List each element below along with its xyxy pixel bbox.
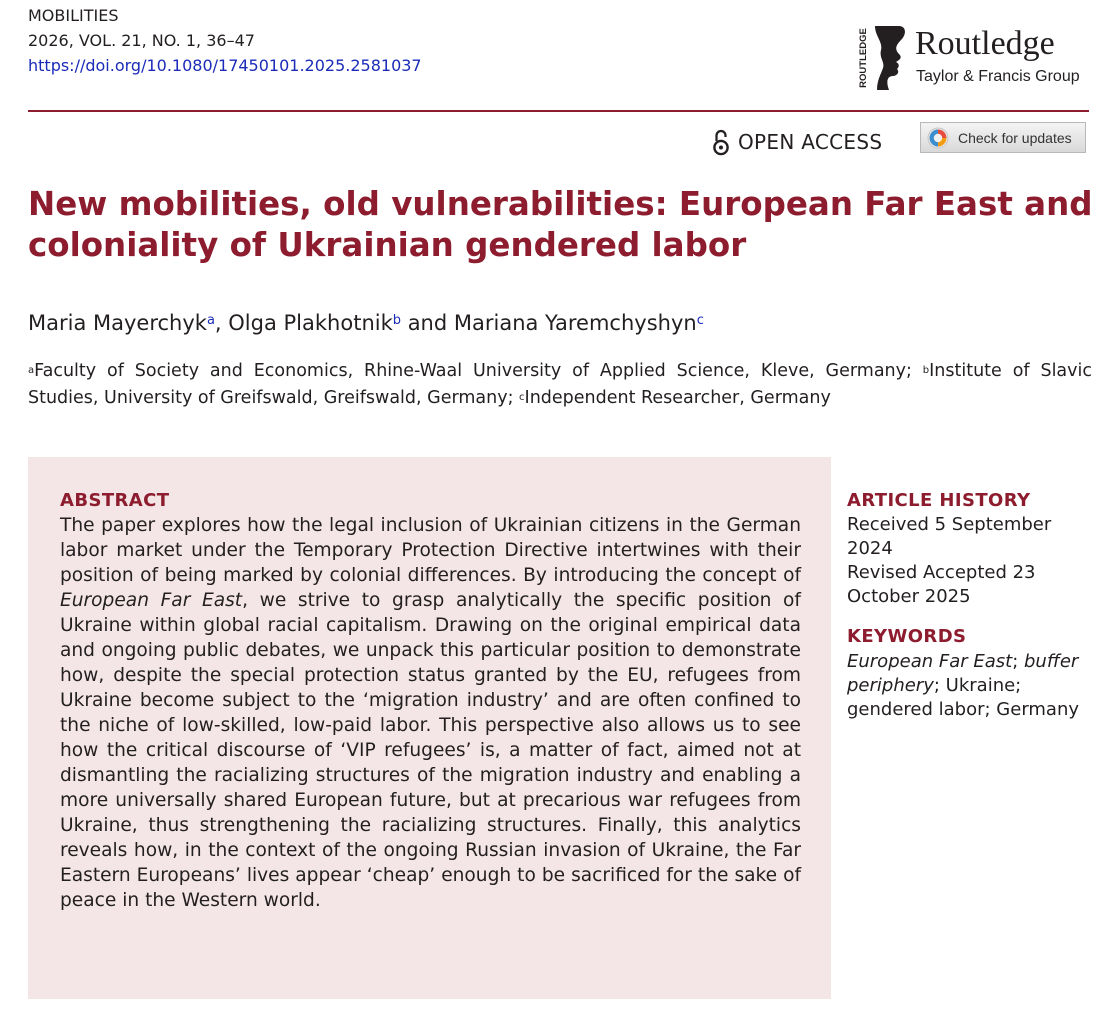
affiliation-text: Independent Researcher, Germany: [524, 388, 831, 408]
affiliation-marker: c: [519, 392, 525, 403]
header-divider: [28, 110, 1089, 112]
author-name[interactable]: Olga Plakhotnik: [228, 311, 393, 335]
abstract-text-part: , we strive to grasp analytically the specific position of Ukraine within global racial capitalism. Drawing on the original empirical data and ongoing public debates, we unpack this particular position to demonstrate how, despite the special protection status granted by the EU, refugees from Ukraine become subject to the ‘migration industry’ and are often confined to the niche of low-skilled, low-paid labor. This perspective also allows us to see how the critical discourse of ‘VIP refugees’ is, a matter of fact, aimed not at dismantling the racializing structures of the migration industry and enabling a more universally shared European future, but at precarious war refugees from Ukraine, thus strengthening the racializing structures. Finally, this analytics reveals how, in the context of the ongoing Russian invasion of Ukraine, the Far Eastern Europeans’ lives appear ‘cheap’ enough to be sacrificed for the sake of peace in the Western world.: [60, 590, 801, 911]
open-access-label: OPEN ACCESS: [738, 130, 883, 154]
journal-issue: 2026, VOL. 21, NO. 1, 36–47: [28, 31, 255, 50]
check-for-updates-label: Check for updates: [958, 129, 1072, 146]
profile-icon: [869, 24, 909, 92]
keywords-list: [847, 650, 1097, 722]
abstract-text-part: The paper explores how the legal inclusion of Ukrainian citizens in the German labor market under the Temporary Protection Directive intertwines with their position of being marked by colonial differences. By introducing the concept of: [60, 515, 801, 586]
affiliation-text: Institute of Slavic Studies, University of Greifswald, Greifswald, Germany;: [28, 361, 1092, 408]
routledge-vertical-wordmark: [855, 26, 869, 90]
affiliation-marker: a: [28, 365, 35, 376]
author-name[interactable]: Maria Mayerchyk: [28, 311, 207, 335]
author-separator: and: [401, 311, 454, 335]
affiliations: [28, 358, 1092, 412]
abstract-term-emphasis: European Far East: [60, 590, 243, 611]
article-title: New mobilities, old vulnerabilities: European Far East and coloniality of Ukrainian gendered labor: [28, 185, 1093, 264]
author-affiliation-marker: b: [392, 313, 402, 328]
author-affiliation-marker: c: [696, 313, 704, 328]
abstract-text: [60, 513, 801, 913]
journal-name: MOBILITIES: [28, 6, 119, 25]
publisher-name: Routledge: [915, 25, 1055, 62]
author-affiliation-marker: a: [206, 313, 215, 328]
open-access-badge: [712, 127, 882, 157]
article-history-accepted: Revised Accepted 23 October 2025: [847, 562, 1036, 607]
article-history-heading: ARTICLE HISTORY: [847, 490, 1031, 511]
keyword-italic: buffer periphery: [847, 651, 1079, 696]
abstract-heading: ABSTRACT: [60, 490, 170, 511]
keywords-heading: KEYWORDS: [847, 626, 967, 647]
article-history-received: Received 5 September 2024: [847, 514, 1052, 559]
affiliation-marker: b: [922, 365, 930, 376]
journal-citation: [28, 3, 422, 78]
svg-text:ROUTLEDGE: ROUTLEDGE: [858, 28, 869, 88]
open-lock-icon: [712, 128, 730, 156]
doi-link[interactable]: https://doi.org/10.1080/17450101.2025.2581037: [28, 56, 422, 75]
routledge-logo: [855, 22, 1090, 94]
crossmark-icon: [927, 127, 949, 149]
author-name[interactable]: Mariana Yaremchyshyn: [453, 311, 697, 335]
keyword-italic: European Far East: [847, 651, 1013, 672]
author-list: [28, 308, 704, 338]
publisher-group: Taylor & Francis Group: [916, 68, 1080, 85]
keyword-separator: ;: [1012, 651, 1024, 672]
author-separator: ,: [214, 311, 229, 335]
check-for-updates-button[interactable]: [920, 122, 1086, 153]
affiliation-text: Faculty of Society and Economics, Rhine-Waal University of Applied Science, Kleve, Germany;: [34, 361, 923, 381]
keyword-rest: ; Ukraine; gendered labor; Germany: [847, 675, 1080, 720]
